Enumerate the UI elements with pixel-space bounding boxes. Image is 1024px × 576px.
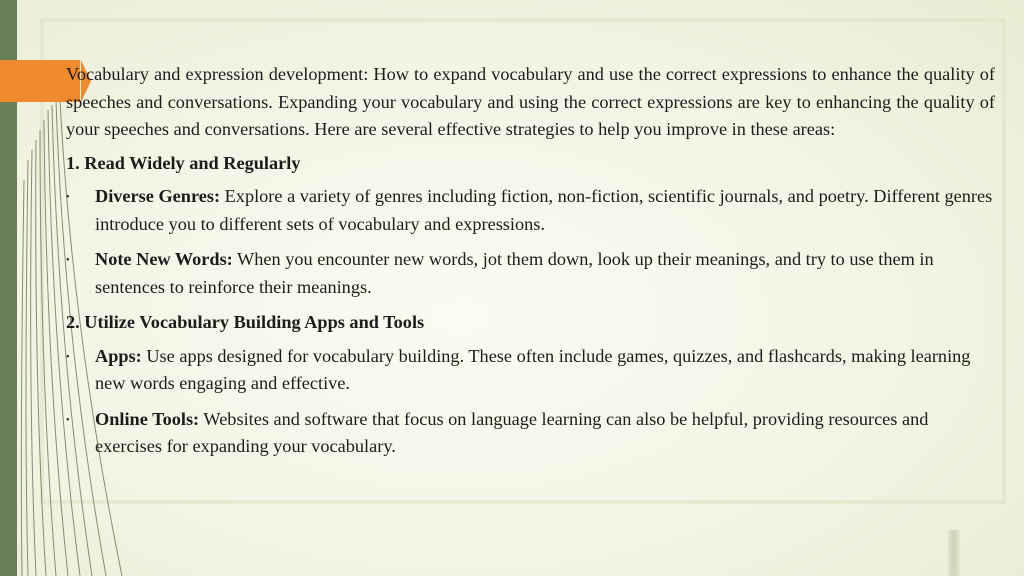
bullet-list [66,343,995,461]
item-text: Websites and software that focus on language learning can also be helpful, providing resources and exercises for expanding your vocabulary. [95,408,929,456]
bullet-icon: • [66,414,70,426]
section-title: 1. Read Widely and Regularly [66,152,301,173]
item-term: Note New Words: [95,249,233,269]
item-text: When you encounter new words, jot them down, look up their meanings, and try to use them in sentences to reinforce their meanings. [95,249,934,297]
section-title: 2. Utilize Vocabulary Building Apps and Tools [66,312,425,332]
slide-content [66,61,995,469]
deco-line [21,180,24,576]
item-term: Diverse Genres: [95,186,221,206]
deco-line [44,120,68,576]
deco-line [31,150,36,576]
section-vocabulary-apps [66,309,995,461]
list-item [66,246,995,301]
item-term: Apps: [95,345,142,366]
decorative-shadow [948,530,960,576]
bullet-icon: • [66,351,70,363]
item-text: Explore a variety of genres including fiction, non-fiction, scientific journals, and poetry. Different genres introduce you to different sets of vocabulary and expressions. [95,186,993,234]
bullet-icon: • [66,255,70,266]
bullet-list [66,183,995,301]
section-read-widely [66,150,995,302]
list-item [66,343,995,398]
deco-line [26,160,28,576]
bullet-icon: • [66,192,70,203]
item-term: Online Tools: [95,408,200,429]
item-text: Use apps designed for vocabulary building. These often include games, quizzes, and flashcards, making learning new words engaging and effective. [95,345,971,393]
intro-paragraph: Vocabulary and expression development: How to expand vocabulary and use the correct expressions to enhance the quality of speeches and conversations. Expanding your vocabulary and using the correct expressions are key to enhancing the quality of your speeches and conversations. Here are several effective strategies to help you improve in these areas: [66,64,995,139]
list-item [66,183,995,238]
list-item [66,406,995,461]
